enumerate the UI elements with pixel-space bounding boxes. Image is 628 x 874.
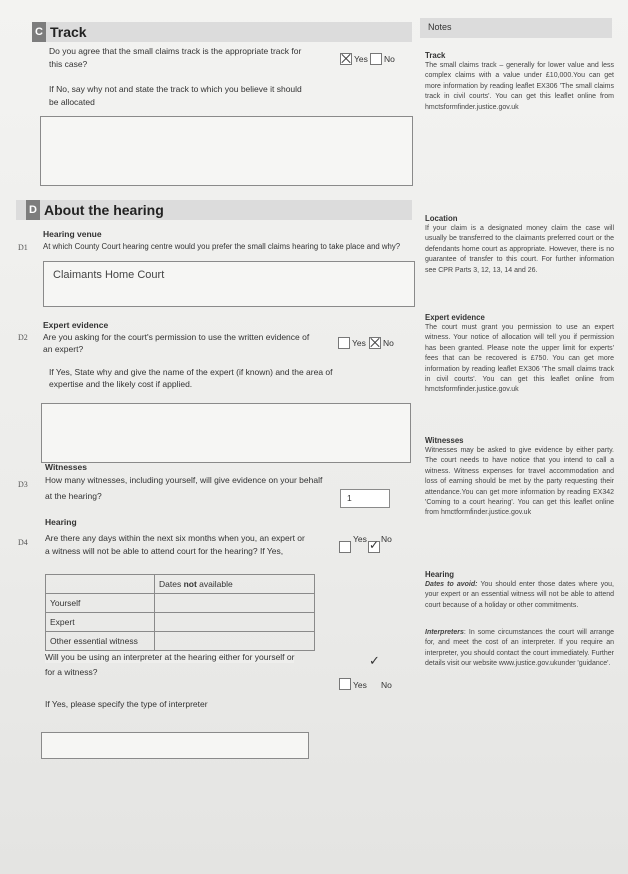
track-if-no-line1: If No, say why not and state the track to which you believe it should (49, 84, 302, 94)
note-expert-text: The court must grant you permission to use an expert witness. Your notice of allocation will tell you if permission has been granted. Please note the upper limit for experts' fees that can be recovered is £750. You can get more information by reading leaflet EX306 'The small claims track in civil courts'. You can get this leaflet online from hmctsformfinder.justice.gov.uk (425, 324, 614, 394)
track-question-line2: this case? (49, 59, 88, 69)
note-witnesses-text: Witnesses may be asked to give evidence by either party. The court needs to have notice that you intend to call a witness. Witness expenses for travel accommodation and loss of earning should be met by the party requesting their attendance.You can get more information by reading EX342 'Coming to a court hearing'. You can get this leaflet online from hmctformfinder.justice.gov.uk (425, 447, 614, 517)
hearing-yes-label: Yes (353, 534, 367, 544)
hearing-venue-question: At which County Court hearing centre would you prefer the small claims hearing to take place and why? (43, 242, 401, 251)
note-expert-heading: Expert evidence (425, 313, 485, 322)
hearing-venue-heading: Hearing venue (43, 229, 102, 239)
section-d-letter: D (26, 200, 40, 220)
hearing-question-line1: Are there any days within the next six months when you, an expert or (45, 533, 305, 543)
track-yes-checkbox[interactable] (340, 53, 352, 65)
row-label-other-witness: Other essential witness (46, 632, 155, 651)
hearing-no-label: No (381, 534, 392, 544)
hearing-venue-input[interactable] (43, 261, 415, 307)
witness-count-value: 1 (347, 493, 352, 503)
note-track-heading: Track (425, 51, 446, 60)
track-question-line1: Do you agree that the small claims track is the appropriate track for (49, 46, 302, 56)
dates-not-available-table (45, 574, 315, 651)
interpreter-no-label: No (381, 680, 392, 690)
expert-details-textarea[interactable] (41, 403, 411, 463)
expert-if-yes-line2: expertise and the likely cost if applied. (49, 379, 193, 389)
expert-question-line2: an expert? (43, 344, 84, 354)
row-label-expert: Expert (46, 613, 155, 632)
dates-expert-input[interactable] (155, 613, 315, 632)
dates-other-witness-input[interactable] (155, 632, 315, 651)
expert-no-checkbox[interactable] (369, 337, 381, 349)
d3-number: D3 (18, 480, 28, 489)
track-if-no-line2: be allocated (49, 97, 95, 107)
section-d-title: About the hearing (44, 202, 164, 218)
d4-number: D4 (18, 538, 28, 547)
note-track-text: The small claims track – generally for lower value and less complex claims with a value under £10,000.You can get more information by reading leaflet EX306 'The small claims track in civil courts'. You can get this leaflet online from hmctsformfinder.justice.gov.uk (425, 62, 614, 111)
hearing-venue-value: Claimants Home Court (53, 269, 165, 281)
expert-evidence-heading: Expert evidence (43, 320, 109, 330)
expert-yes-label: Yes (352, 338, 366, 348)
section-c-letter: C (32, 22, 46, 42)
track-no-checkbox[interactable] (370, 53, 382, 65)
interpreter-yes-label: Yes (353, 680, 367, 690)
track-reason-textarea[interactable] (40, 116, 413, 186)
track-yes-label: Yes (354, 54, 368, 64)
note-hearing-text: Dates to avoid: You should enter those dates where you, your expert or an essential witness will not be able to attend court because of a holiday or other commitments. (425, 581, 614, 609)
dates-yourself-input[interactable] (155, 594, 315, 613)
note-location-text: If your claim is a designated money claim the case will usually be transferred to the claimants preferred court or the defendants home court as appropriate. However, there is no guarantee of transfer to this court. For further information see CPR Parts 3, 12, 13, 14 and 26. (425, 225, 614, 274)
table-row (46, 594, 315, 613)
section-c-title: Track (50, 24, 87, 40)
interpreter-question-line1: Will you be using an interpreter at the hearing either for yourself or (45, 652, 295, 662)
note-location-heading: Location (425, 214, 458, 223)
interpreter-type-input[interactable] (41, 732, 309, 759)
section-c-header (32, 22, 412, 42)
table-row (46, 632, 315, 651)
witnesses-question-line1: How many witnesses, including yourself, will give evidence on your behalf (45, 475, 323, 485)
notes-title: Notes (428, 22, 452, 32)
expert-question-line1: Are you asking for the court's permission to use the written evidence of (43, 332, 310, 342)
witness-count-input[interactable] (340, 489, 390, 508)
hearing-yes-checkbox[interactable] (339, 541, 351, 553)
witnesses-question-line2: at the hearing? (45, 491, 102, 501)
row-label-yourself: Yourself (46, 594, 155, 613)
interpreter-tick: ✓ (369, 653, 380, 668)
hearing-no-tick: ✓ (369, 538, 380, 552)
d1-number: D1 (18, 243, 28, 252)
note-hearing-heading: Hearing (425, 570, 455, 579)
expert-no-label: No (383, 338, 394, 348)
hearing-question-line2: a witness will not be able to attend court for the hearing? If Yes, (45, 546, 284, 556)
note-witnesses-heading: Witnesses (425, 436, 464, 445)
expert-if-yes-line1: If Yes, State why and give the name of the expert (if known) and the area of (49, 367, 333, 377)
track-no-label: No (384, 54, 395, 64)
table-row (46, 613, 315, 632)
hearing-heading: Hearing (45, 517, 77, 527)
note-interpreters-text: Interpreters: In some circumstances the court will arrange for, and meet the cost of an interpreter. If you require an interpreter, you should contact the court immediately. Further details visit our website www.justice.gov.ukunder 'guidance'. (425, 629, 614, 668)
witnesses-heading: Witnesses (45, 462, 87, 472)
interpreter-type-prompt: If Yes, please specify the type of interpreter (45, 699, 208, 709)
table-header-dates: Dates not available (155, 575, 315, 594)
interpreter-yes-checkbox[interactable] (339, 678, 351, 690)
hearing-no-checkbox[interactable] (368, 538, 380, 553)
expert-yes-checkbox[interactable] (338, 337, 350, 349)
d2-number: D2 (18, 333, 28, 342)
table-header-empty (46, 575, 155, 594)
interpreter-question-line2: for a witness? (45, 667, 98, 677)
